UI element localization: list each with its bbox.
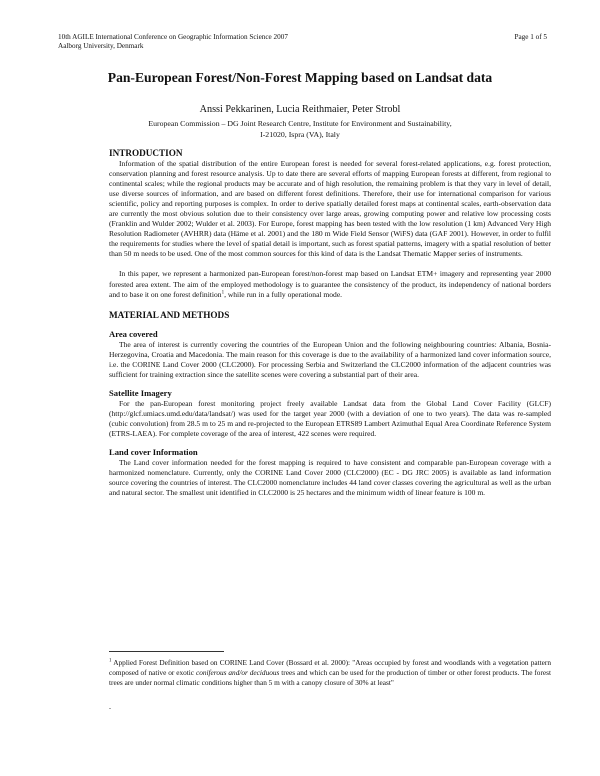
footnote-italic-text: coniferous and/or deciduous [195,668,280,677]
paragraph-intro-2 [109,269,551,299]
paragraph-area: The area of interest is currently covering the countries of the European Union and the following neighbouring countries: Albania, Bosnia-Herzegovina, Croatia and Macedonia. The main reason for this coverage is due to the availability of a harmonized land cover information source, i.e. the CORINE Land Cover 2000 (CLC2000). For processing Serbia and Switzerland the CLC2000 information of the adjacent countries was sufficient for training extraction since the satellite scenes were covering a substantial part of their area. [109,339,551,379]
paragraph-landcover: The Land cover information needed for the forest mapping is required to have consistent and comparable pan-European coverage with a harmonized nomenclature. Currently, only the CORINE Land Cover 2000 (CLC2000) (EC - DG JRC 2005) is available as land information source covering the countries of interest. The CLC2000 nomenclature includes 44 land cover classes covering the agricultural as well as the urban and natural sector. The smallest unit identified in CLC2000 is 25 hectares and the minimum width of linear feature is 100 m. [109,457,551,498]
subsection-heading-landcover: Land cover Information [109,446,198,457]
subsection-heading-area: Area covered [109,328,158,339]
page-number: Page 1 of 5 [514,33,547,41]
footnote-divider [109,651,224,652]
paragraph-satellite: For the pan-European forest monitoring project freely available Landsat data from the Global Land Cover Facility (GLCF) (http://glcf.umiacs.umd.edu/data/landsat/) was used for the target year 2000 (with a deviation of one to two years). The data was re-sampled (cubic convolution) from 28.5 m to 25 m and re-projected to the European ETRS89 Lambert Azimuthal Equal Area Coordinate Reference System (ETRS-LAEA). For complete coverage of the area of interest, 422 scenes were required. [109,398,551,438]
paper-body [109,148,551,498]
section-heading-introduction: INTRODUCTION [109,148,183,158]
section-heading-methods: MATERIAL AND METHODS [109,309,230,320]
conference-venue: Aalborg University, Denmark [58,42,144,50]
affiliation [100,118,500,140]
affiliation-line: I-21020, Ispra (VA), Italy [260,130,340,139]
paper-title: Pan-European Forest/Non-Forest Mapping based on Landsat data [107,70,493,85]
conference-name: 10th AGILE International Conference on Geographic Information Science 2007 [58,33,288,41]
paragraph-intro-1: Information of the spatial distribution of the entire European forest is needed for several forest-related applications, e.g. forest protection, conservation planning and forest resource analysis. Up to date there are several efforts of mapping European forests at different, from regional to continental scales; while the regional products may be accurate and of high resolution, the remaining problem is that they vary in level of detail, use diverse sources of information, and are based on different forest definitions. Therefore, their use for international comparison for various scientific, policy and reporting purposes is complex. In order to derive spatially detailed forest maps at continental scales, earth-observation data are currently the most obvious solution due to their consistency over large areas, growing computing power and relative low processing costs (Franklin and Wulder 2002; Wulder et al. 2003). For Europe, forest mapping has been tested with the low resolution (1 km) Advanced Very High Resolution Radiometer (AVHRR) data (Häme et al. 2001) and the 180 m Wide Field Sensor (WiFS) data (GAF 2001). However, in order to fulfil the requirements for studies where the level of spatial detail is important, such as forest spatial patterns, imagery with a spatial resolution of better than 50 m needs to be used. One of the most common sources for this kind of data is the Landsat Thematic Mapper series of instruments. [109,159,551,259]
running-header [58,33,288,51]
subsection-heading-satellite: Satellite Imagery [109,387,172,398]
trailing-mark: . [109,702,111,711]
footnote [109,658,551,688]
footnote-text: Applied Forest Definition based on CORINE Land Cover (Bossard et al. 2000): "Areas occupied by forest and woodlands with a vegetation pattern composed of native or exotic [109,658,551,677]
paragraph-text: In this paper, we represent a harmonized pan-European forest/non-forest map based on Landsat ETM+ imagery and representing year 2000 forested area extent. The aim of the employed methodology is to guarantee the consistency of the product, its independency of national borders and to base it on one forest definition [109,269,551,299]
footnote-reference[interactable]: 1 [221,290,225,296]
author-list: Anssi Pekkarinen, Lucia Reithmaier, Peter Strobl [199,104,401,115]
affiliation-line: European Commission – DG Joint Research Centre, Institute for Environment and Sustainability, [148,119,452,128]
footnote-text: trees and which can be used for the production of timber or other forest products. The forest trees are under normal climatic conditions higher than 5 m with a canopy closure of 30% at least" [109,668,551,687]
footnote-marker: 1 [109,658,112,664]
paragraph-text: , while run in a fully operational mode. [224,289,343,299]
